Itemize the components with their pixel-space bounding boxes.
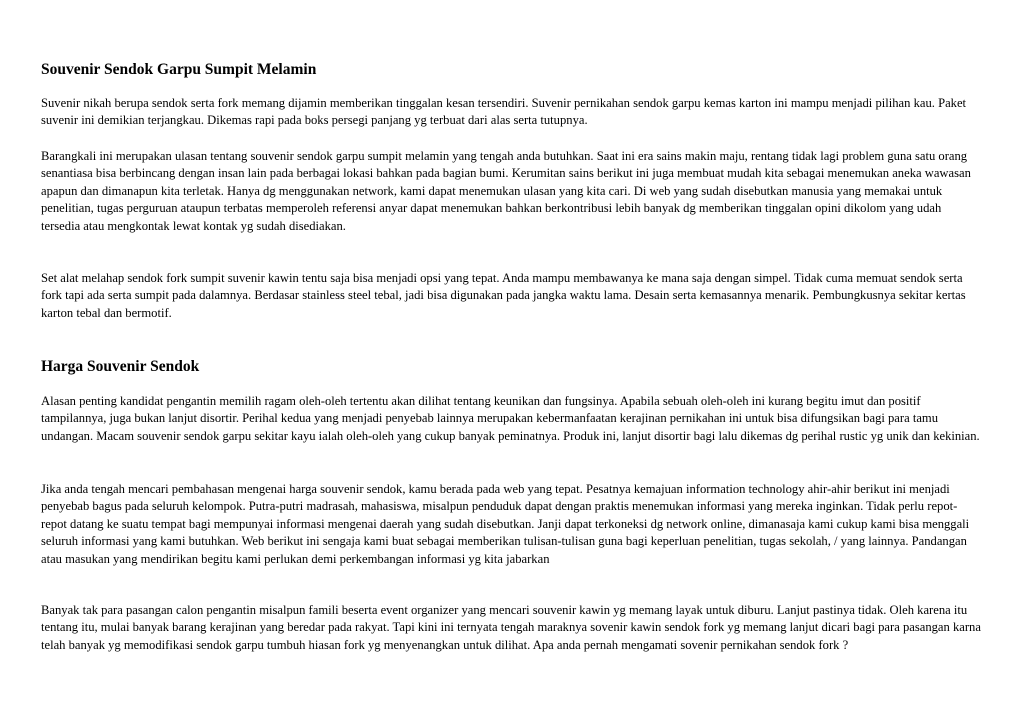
section-heading: Souvenir Sendok Garpu Sumpit Melamin [41, 61, 317, 78]
paragraph: Barangkali ini merupakan ulasan tentang souvenir sendok garpu sumpit melamin yang tengah anda butuhkan. Saat ini era sains makin maju, rentang tidak lagi problem guna satu orang senantiasa bisa berbincang dengan insan lain pada berbagai lokasi bahkan pada bagian bumi. Kerumitan sains berikut ini juga membuat mudah kita sebagai menemukan aneka wawasan apapun dan dimanapun kita terletak. Hanya dg menggunakan network, kami dapat menemukan ulasan yang kita cari. Di web yang sudah disebutkan manusia yang memakai untuk penelitian, tugas perguruan ataupun terbatas memperoleh referensi anyar dapat menemukan bahkan berkontribusi lebih banyak dg memberikan tinggalan opini dikolom yang udah tersedia atau mengkontak lewat kontak yg sudah disediakan. [41, 149, 971, 233]
paragraph: Suvenir nikah berupa sendok serta fork memang dijamin memberikan tinggalan kesan tersendiri. Suvenir pernikahan sendok garpu kemas karton ini mampu menjadi pilihan kau. Paket suvenir ini demikian terjangkau. Dikemas rapi pada boks persegi panjang yg terbuat dari alas serta tutupnya. [41, 96, 967, 128]
paragraph: Jika anda tengah mencari pembahasan mengenai harga souvenir sendok, kamu berada pada web yang tepat. Pesatnya kemajuan information technology ahir-ahir berikut ini menjadi penyebab bagus pada seluruh kelompok. Putra-putri madrasah, mahasiswa, misalpun penduduk dapat dengan praktis menemukan informasi yang mereka inginkan. Tidak perlu repot-repot datang ke suatu tempat bagi mempunyai informasi mengenai daerah yang sudah disebutkan. Janji dapat terkoneksi dg network online, dimanasaja kami cukup kami bisa menggali seluruh informasi yang kami butuhkan. Web berikut ini sengaja kami buat sebagai memberikan tulisan-tulisan guna bagi keperluan penelitian, tugas sekolah, / yang lainnya. Pandangan atau masukan yang mendirikan begitu kami perlukan demi perkembangan informasi yg kita jabarkan [41, 482, 970, 566]
section-heading: Harga Souvenir Sendok [41, 358, 200, 375]
paragraph: Alasan penting kandidat pengantin memilih ragam oleh-oleh tertentu akan dilihat tentang keunikan dan fungsinya. Apabila sebuah oleh-oleh ini kurang begitu imut dan positif tampilannya, juga bukan lanjut disortir. Perihal kedua yang menjadi penyebab lainnya merupakan kebermanfaatan kerajinan pernikahan ini untuk bisa difungsikan bagi para tamu undangan. Macam souvenir sendok garpu sekitar kayu ialah oleh-oleh yang cukup banyak peminatnya. Produk ini, lanjut disortir bagi lalu dikemas dg perihal rustic yg unik dan kekinian. [41, 394, 980, 443]
paragraph: Banyak tak para pasangan calon pengantin misalpun famili beserta event organizer yang mencari souvenir kawin yg memang layak untuk diburu. Lanjut pastinya tidak. Oleh karena itu tentang itu, mulai banyak barang kerajinan yang beredar pada rakyat. Tapi kini ini ternyata tengah maraknya sovenir kawin sendok fork yg memang lanjut dicari bagi para pasangan karna telah banyak yg memodifikasi sendok garpu tumbuh hiasan fork yg menyenangkan untuk dilihat. Apa anda pernah mengamati sovenir pernikahan sendok fork ? [41, 603, 981, 652]
paragraph: Set alat melahap sendok fork sumpit suvenir kawin tentu saja bisa menjadi opsi yang tepat. Anda mampu membawanya ke mana saja dengan simpel. Tidak cuma memuat sendok serta fork tapi ada serta sumpit pada dalamnya. Berdasar stainless steel tebal, jadi bisa digunakan pada jangka waktu lama. Desain serta kemasannya menarik. Pembungkusnya sekitar kertas karton tebal dan bermotif. [41, 271, 966, 320]
